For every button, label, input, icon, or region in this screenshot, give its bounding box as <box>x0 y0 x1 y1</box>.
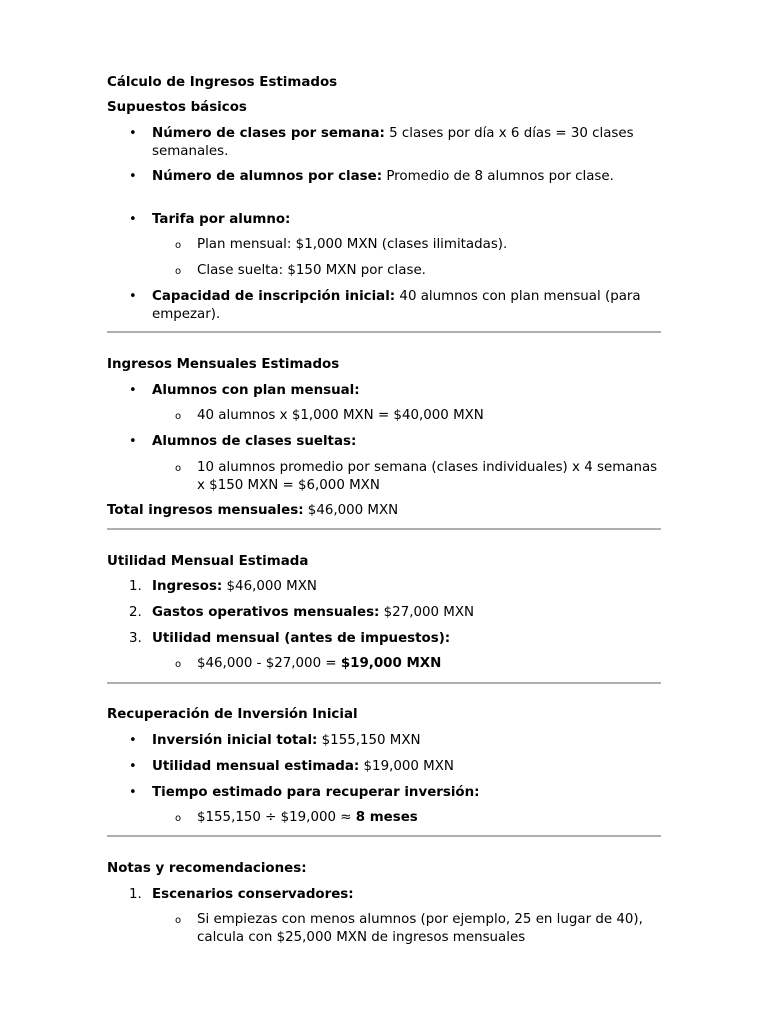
circle-bullet-icon: o <box>175 813 182 824</box>
section-heading-ingresos: Ingresos Mensuales Estimados <box>107 357 340 372</box>
bullet-icon: • <box>129 383 137 398</box>
sub-list-item: o 10 alumnos promedio por semana (clases individuales) x 4 semanas x $150 MXN = $6,000 MXN <box>175 460 658 493</box>
document-title: Cálculo de Ingresos Estimados <box>107 75 338 90</box>
circle-bullet-icon: o <box>175 463 182 474</box>
list-item: • Número de alumnos por clase: Promedio de 8 alumnos por clase. <box>129 169 614 184</box>
list-item: • Utilidad mensual estimada: $19,000 MXN <box>129 759 454 774</box>
bullet-icon: • <box>129 169 137 184</box>
bullet-icon: • <box>129 289 137 304</box>
circle-bullet-icon: o <box>175 266 182 277</box>
list-item: • Capacidad de inscripción inicial: 40 alumnos con plan mensual (para empezar). <box>129 289 641 322</box>
bullet-icon: • <box>129 785 137 800</box>
list-item: • Inversión inicial total: $155,150 MXN <box>129 733 421 748</box>
list-item: • Tiempo estimado para recuperar inversión: <box>129 785 480 800</box>
circle-bullet-icon: o <box>175 411 182 422</box>
list-item: • Alumnos de clases sueltas: <box>129 434 357 449</box>
section-divider <box>107 835 661 837</box>
section-heading-notas: Notas y recomendaciones: <box>107 861 307 876</box>
bullet-icon: • <box>129 759 137 774</box>
circle-bullet-icon: o <box>175 659 182 670</box>
list-item: 2. Gastos operativos mensuales: $27,000 MXN <box>129 605 475 620</box>
sub-list-item: o Plan mensual: $1,000 MXN (clases ilimitadas). <box>197 236 662 254</box>
section-heading-supuestos: Supuestos básicos <box>107 100 247 115</box>
sub-list-item: o Clase suelta: $150 MXN por clase. <box>197 262 662 280</box>
section-heading-recuperacion: Recuperación de Inversión Inicial <box>107 707 358 722</box>
sub-list-item: o Si empiezas con menos alumnos (por ejemplo, 25 en lugar de 40), calcula con $25,000 MXN de ingresos mensuales <box>175 912 643 945</box>
list-item: 3. Utilidad mensual (antes de impuestos): <box>129 631 451 646</box>
list-item: • Alumnos con plan mensual: <box>129 383 360 398</box>
section-divider <box>107 682 661 684</box>
list-item: 1. Ingresos: $46,000 MXN <box>129 579 317 594</box>
circle-bullet-icon: o <box>175 915 182 926</box>
bullet-icon: • <box>129 733 137 748</box>
list-item: • Número de clases por semana: 5 clases por día x 6 días = 30 clases semanales. <box>129 126 634 159</box>
sub-list-item: o $46,000 - $27,000 = $19,000 MXN <box>197 655 662 673</box>
section-divider <box>107 528 661 530</box>
circle-bullet-icon: o <box>175 240 182 251</box>
sub-list-item: o 40 alumnos x $1,000 MXN = $40,000 MXN <box>197 407 662 425</box>
bullet-icon: • <box>129 126 137 141</box>
list-item: • Tarifa por alumno: <box>129 212 291 227</box>
section-divider <box>107 331 661 333</box>
sub-list-item: o $155,150 ÷ $19,000 ≈ 8 meses <box>197 809 662 827</box>
bullet-icon: • <box>129 434 137 449</box>
list-item: 1. Escenarios conservadores: <box>129 887 354 902</box>
total-ingresos: Total ingresos mensuales: $46,000 MXN <box>107 503 399 518</box>
section-heading-utilidad: Utilidad Mensual Estimada <box>107 554 309 569</box>
bullet-icon: • <box>129 212 137 227</box>
